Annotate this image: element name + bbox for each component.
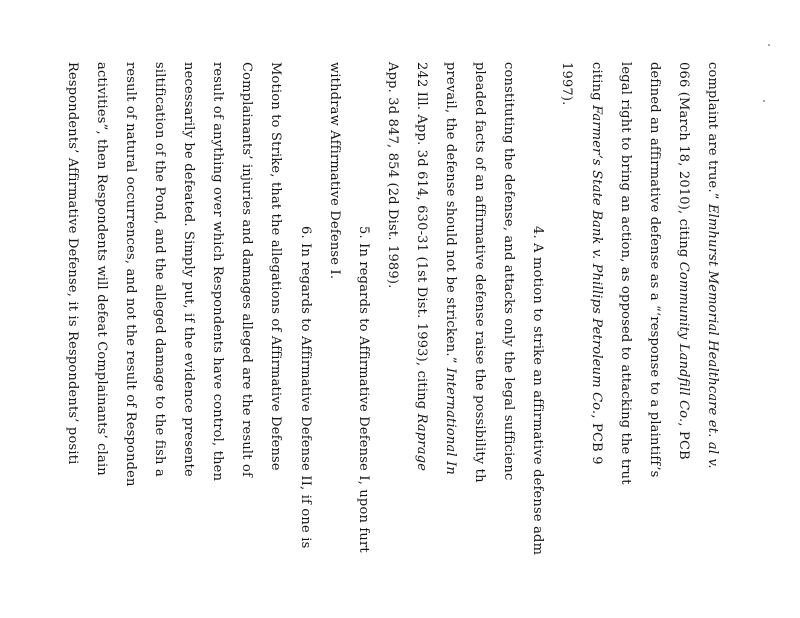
citation-italic: International In — [443, 367, 459, 475]
text-segment: result of natural occurrences, and not the result of Responden — [123, 62, 138, 487]
text-segment: siltification of the Pond, and the alleged damage to the fish a — [152, 62, 168, 477]
text-segment: Complainants’ injuries and damages alleged are the result of — [239, 62, 255, 478]
document-body — [2, 62, 722, 618]
text-segment: withdraw Affirmative Defense I. — [326, 62, 342, 280]
text-line — [702, 62, 722, 469]
text-segment: App. 3d 847, 854 (2d Dist. 1989). — [384, 62, 400, 289]
text-segment: citing — [588, 62, 604, 106]
text-line — [498, 62, 518, 480]
text-segment: result of anything over which Respondents have control, then — [210, 62, 226, 482]
text-line — [324, 62, 344, 279]
text-line — [207, 62, 227, 481]
text-line — [586, 62, 606, 465]
text-segment: constituting the defense, and attacks only the legal sufficienc — [501, 62, 517, 481]
text-segment: 5. In regards to Affirmative Defense I, upon furt — [355, 226, 371, 553]
text-line — [120, 62, 140, 487]
text-segment: 242 Ill. App. 3d 614, 630-31 (1st Dist. 1993), citing — [414, 62, 429, 414]
text-segment: activities”, then Respondents will defeat Complainants’ clain — [93, 62, 109, 476]
text-line — [266, 62, 286, 471]
text-segment: Respondents’ Affirmative Defense, it is Respondents’ positi — [64, 62, 80, 465]
text-line — [91, 62, 111, 476]
text-segment: 066 (March 18, 2010), citing — [675, 62, 691, 262]
text-line — [353, 62, 373, 553]
text-line — [62, 62, 82, 465]
text-segment: legal right to bring an action, as opposed to attacking the trut — [617, 62, 633, 485]
text-line — [178, 62, 198, 477]
text-segment: defined an affirmative defense as a “‘response to a plaintiff’s — [646, 62, 662, 478]
text-line — [557, 62, 577, 106]
scan-speck — [763, 100, 765, 102]
text-segment: 6. In regards to Affirmative Defense II, if one is — [297, 226, 313, 549]
text-line — [440, 62, 460, 475]
text-line — [295, 62, 315, 548]
scan-speck — [768, 44, 770, 46]
text-line — [149, 62, 169, 477]
text-line — [673, 62, 693, 460]
text-line — [615, 62, 635, 485]
text-line — [469, 62, 489, 483]
text-line — [527, 62, 547, 555]
text-segment: Motion to Strike, that the allegations of Affirmative Defense — [268, 62, 284, 471]
text-segment: , PCB — [675, 422, 691, 460]
citation-italic: Raprage — [414, 413, 429, 472]
text-line — [382, 62, 402, 288]
text-segment: necessarily be defeated. Simply put, if the evidence presente — [181, 62, 197, 477]
text-segment: 4. A motion to strike an affirmative defense adm — [530, 226, 546, 556]
text-segment: , PCB 9 — [588, 414, 604, 465]
text-line — [236, 62, 256, 477]
text-line — [411, 62, 431, 471]
text-segment: pleaded facts of an affirmative defense raise the possibility th — [472, 62, 488, 483]
citation-italic: Community Landfill Co. — [675, 261, 691, 423]
text-segment: 1997). — [559, 62, 575, 106]
citation-italic: Farmer’s State Bank v. Phillips Petroleum Co. — [588, 105, 604, 415]
text-segment: prevail, the defense should not be stricken.” — [443, 62, 459, 368]
citation-italic: Elmhurst Memorial Healthcare et. al v. — [705, 203, 720, 469]
text-line — [644, 62, 664, 478]
text-segment: complaint are true.” — [705, 62, 720, 204]
